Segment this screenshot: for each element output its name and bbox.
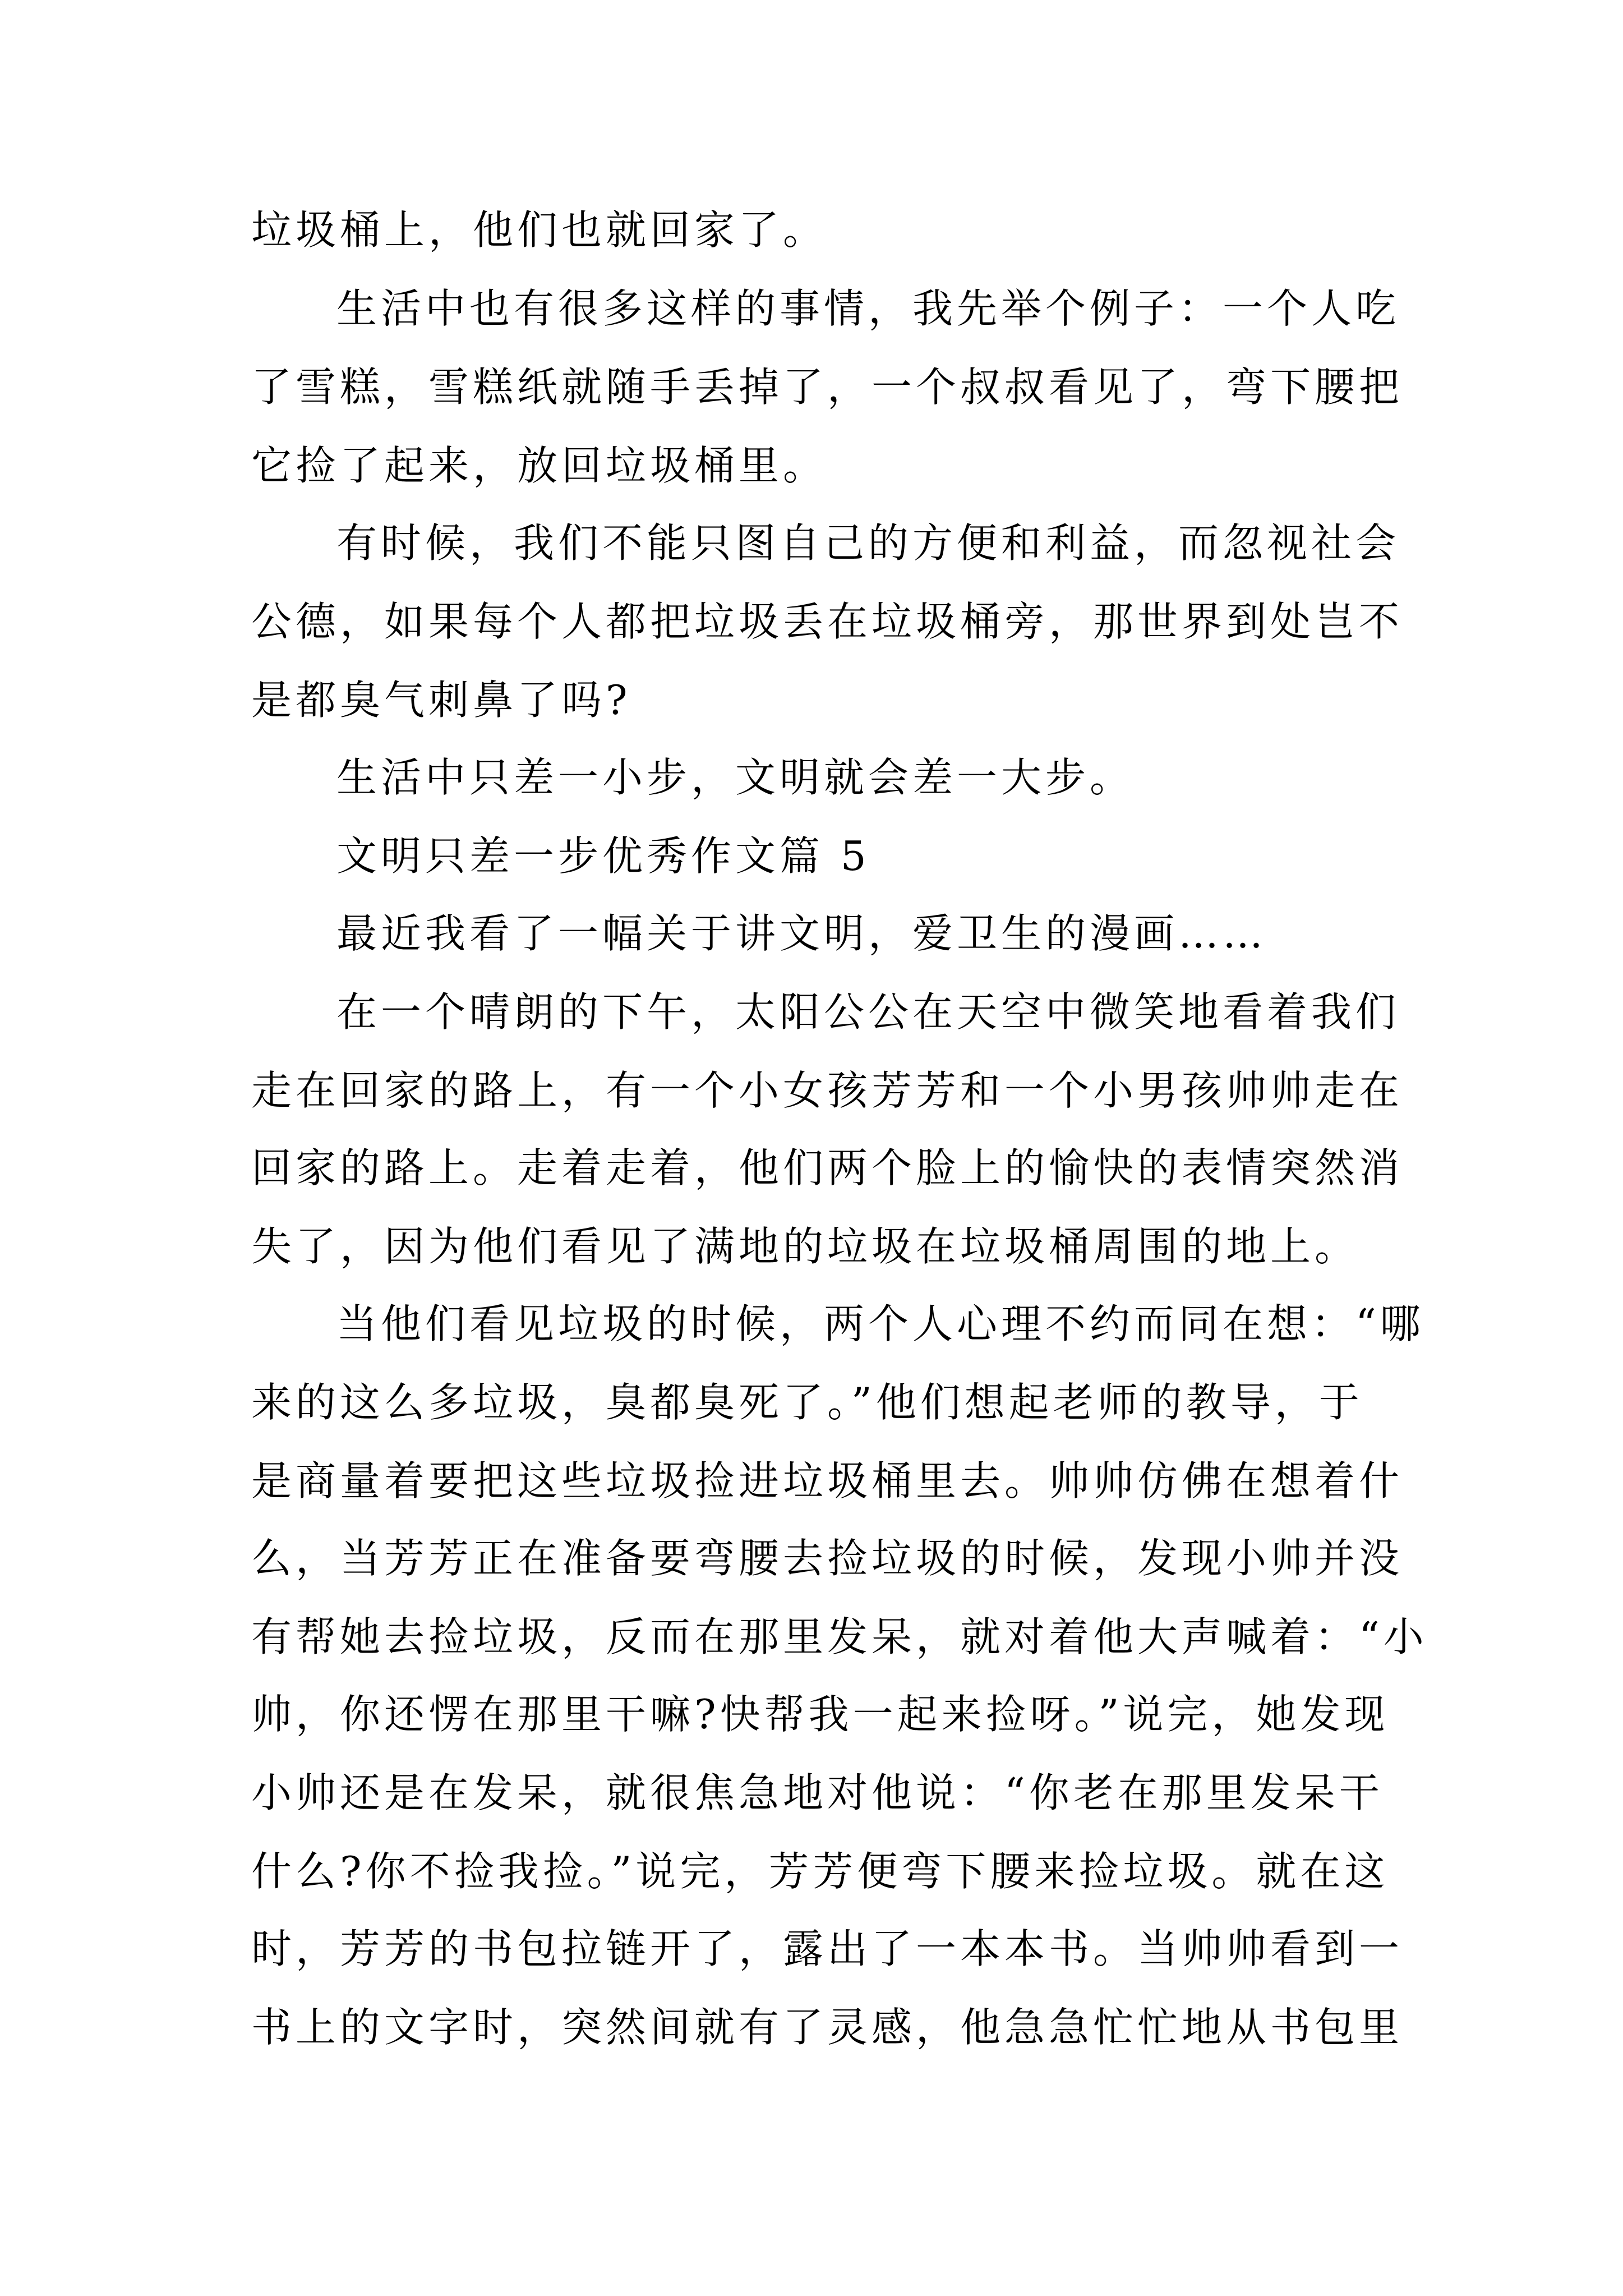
text-line: 帅，你还愣在那里干嘛?快帮我一起来捡呀。”说完，她发现: [251, 1691, 1389, 1738]
paragraph-first-line: 生活中也有很多这样的事情，我先举个例子：一个人吃: [336, 285, 1400, 332]
text-line: 公德，如果每个人都把垃圾丢在垃圾桶旁，那世界到处岂不: [251, 598, 1404, 645]
paragraph-first-line: 在一个晴朗的下午，太阳公公在天空中微笑地看着我们: [336, 988, 1400, 1036]
paragraph-first-line: 有时候，我们不能只图自己的方便和利益，而忽视社会: [336, 519, 1400, 567]
text-line: 什么?你不捡我捡。”说完，芳芳便弯下腰来捡垃圾。就在这: [251, 1848, 1389, 1895]
text-line: 了雪糕，雪糕纸就随手丢掉了，一个叔叔看见了，弯下腰把: [251, 364, 1404, 411]
section-heading: 文明只差一步优秀作文篇 5: [336, 832, 870, 880]
text-line: 来的这么多垃圾，臭都臭死了。”他们想起老师的教导，于: [251, 1379, 1363, 1426]
text-line: 有帮她去捡垃圾，反而在那里发呆，就对着他大声喊着：“小: [251, 1613, 1428, 1660]
text-line: 是商量着要把这些垃圾捡进垃圾桶里去。帅帅仿佛在想着什: [251, 1457, 1404, 1504]
paragraph-first-line: 当他们看见垃圾的时候，两个人心理不约而同在想：“哪: [336, 1300, 1424, 1347]
text-line: 走在回家的路上，有一个小女孩芳芳和一个小男孩帅帅走在: [251, 1067, 1404, 1114]
paragraph-first-line: 最近我看了一幅关于讲文明，爱卫生的漫画……: [336, 910, 1267, 957]
text-line: 是都臭气刺鼻了吗?: [251, 677, 631, 724]
text-line: 它捡了起来，放回垃圾桶里。: [251, 442, 828, 489]
text-line: 回家的路上。走着走着，他们两个脸上的愉快的表情突然消: [251, 1144, 1404, 1191]
paragraph-first-line: 生活中只差一小步，文明就会差一大步。: [336, 754, 1135, 801]
text-line: 失了，因为他们看见了满地的垃圾在垃圾桶周围的地上。: [251, 1223, 1359, 1270]
text-line: 么，当芳芳正在准备要弯腰去捡垃圾的时候，发现小帅并没: [251, 1535, 1404, 1582]
text-line: 小帅还是在发呆，就很焦急地对他说：“你老在那里发呆干: [251, 1769, 1384, 1816]
text-line: 垃圾桶上，他们也就回家了。: [251, 206, 828, 254]
text-line: 时，芳芳的书包拉链开了，露出了一本本书。当帅帅看到一: [251, 1925, 1404, 1972]
text-line: 书上的文字时，突然间就有了灵感，他急急忙忙地从书包里: [251, 2004, 1404, 2051]
